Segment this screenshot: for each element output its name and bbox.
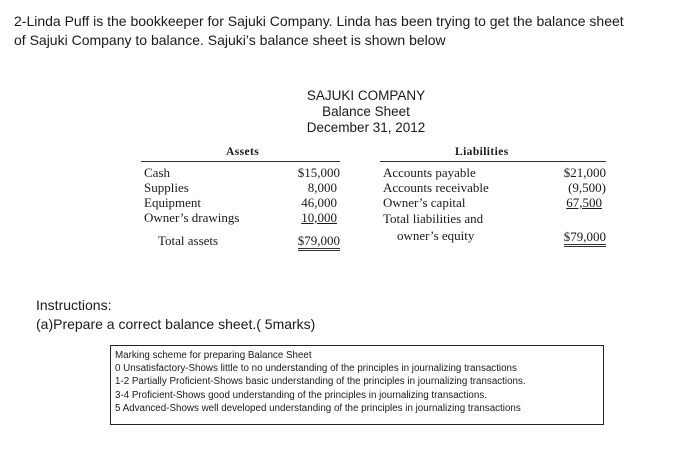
liability-amount-owners-capital xyxy=(536,195,602,210)
liability-amount-accounts-payable: $21,000 xyxy=(563,165,606,180)
total-assets-value: $79,000 xyxy=(298,233,340,251)
question-line-2: of Sajuki Company to balance. Sajuki’s balance sheet is shown below xyxy=(14,32,446,48)
rubric-level-0: 0 Unsatisfactory-Shows little to no understanding of the principles in journalizing transactions xyxy=(115,363,517,375)
asset-amount-equipment: 46,000 xyxy=(301,195,337,210)
balance-sheet-header xyxy=(266,88,466,136)
instructions-heading: Instructions: xyxy=(36,297,112,313)
asset-amount-owners-drawings xyxy=(276,210,337,225)
assets-heading: Assets xyxy=(226,146,260,158)
total-liabilities-label-line2: owner’s equity xyxy=(397,228,475,243)
liabilities-heading: Liabilities xyxy=(455,146,509,158)
total-liabilities-amount xyxy=(536,229,606,244)
total-liabilities-value: $79,000 xyxy=(564,229,606,247)
liability-amount-accounts-receivable: (9,500) xyxy=(568,180,606,195)
question-text xyxy=(14,12,684,50)
instructions xyxy=(36,296,315,334)
liability-label-accounts-payable: Accounts payable xyxy=(383,165,476,180)
total-liabilities-label-line1: Total liabilities and xyxy=(383,211,484,226)
asset-amount-supplies: 8,000 xyxy=(307,180,337,195)
asset-amount-cash: $15,000 xyxy=(297,165,340,180)
liability-label-owners-capital: Owner’s capital xyxy=(383,195,466,210)
instructions-task: (a)Prepare a correct balance sheet.( 5marks) xyxy=(36,316,316,332)
company-name: SAJUKI COMPANY xyxy=(306,88,426,103)
liability-label-accounts-receivable: Accounts receivable xyxy=(383,180,489,195)
marking-scheme-box xyxy=(110,345,604,425)
rubric-level-5: 5 Advanced-Shows well developed understanding of the principles in journalizing transactions xyxy=(115,402,521,414)
assets-heading-rule xyxy=(141,161,340,162)
asset-label-equipment: Equipment xyxy=(144,195,202,210)
statement-date: December 31, 2012 xyxy=(306,120,426,135)
total-assets-amount xyxy=(276,233,340,248)
asset-label-supplies: Supplies xyxy=(144,180,189,195)
marking-scheme-title: Marking scheme for preparing Balance Sheet xyxy=(115,350,312,361)
asset-label-owners-drawings: Owner’s drawings xyxy=(144,210,240,225)
asset-label-cash: Cash xyxy=(144,165,170,180)
asset-amount-owners-drawings-value: 10,000 xyxy=(301,210,337,225)
rubric-level-1-2: 1-2 Partially Proficient-Shows basic understanding of the principles in journalizing transactions. xyxy=(115,376,526,388)
liabilities-heading-rule xyxy=(380,161,606,162)
question-line-1: 2-Linda Puff is the bookkeeper for Sajuki Company. Linda has been trying to get the balance sheet xyxy=(14,13,624,29)
rubric-level-3-4: 3-4 Proficient-Shows good understanding of the principles in journalizing transactions. xyxy=(115,389,487,401)
liability-amount-owners-capital-value: 67,500 xyxy=(566,195,602,210)
total-assets-label: Total assets xyxy=(158,233,219,248)
statement-title: Balance Sheet xyxy=(322,104,410,119)
